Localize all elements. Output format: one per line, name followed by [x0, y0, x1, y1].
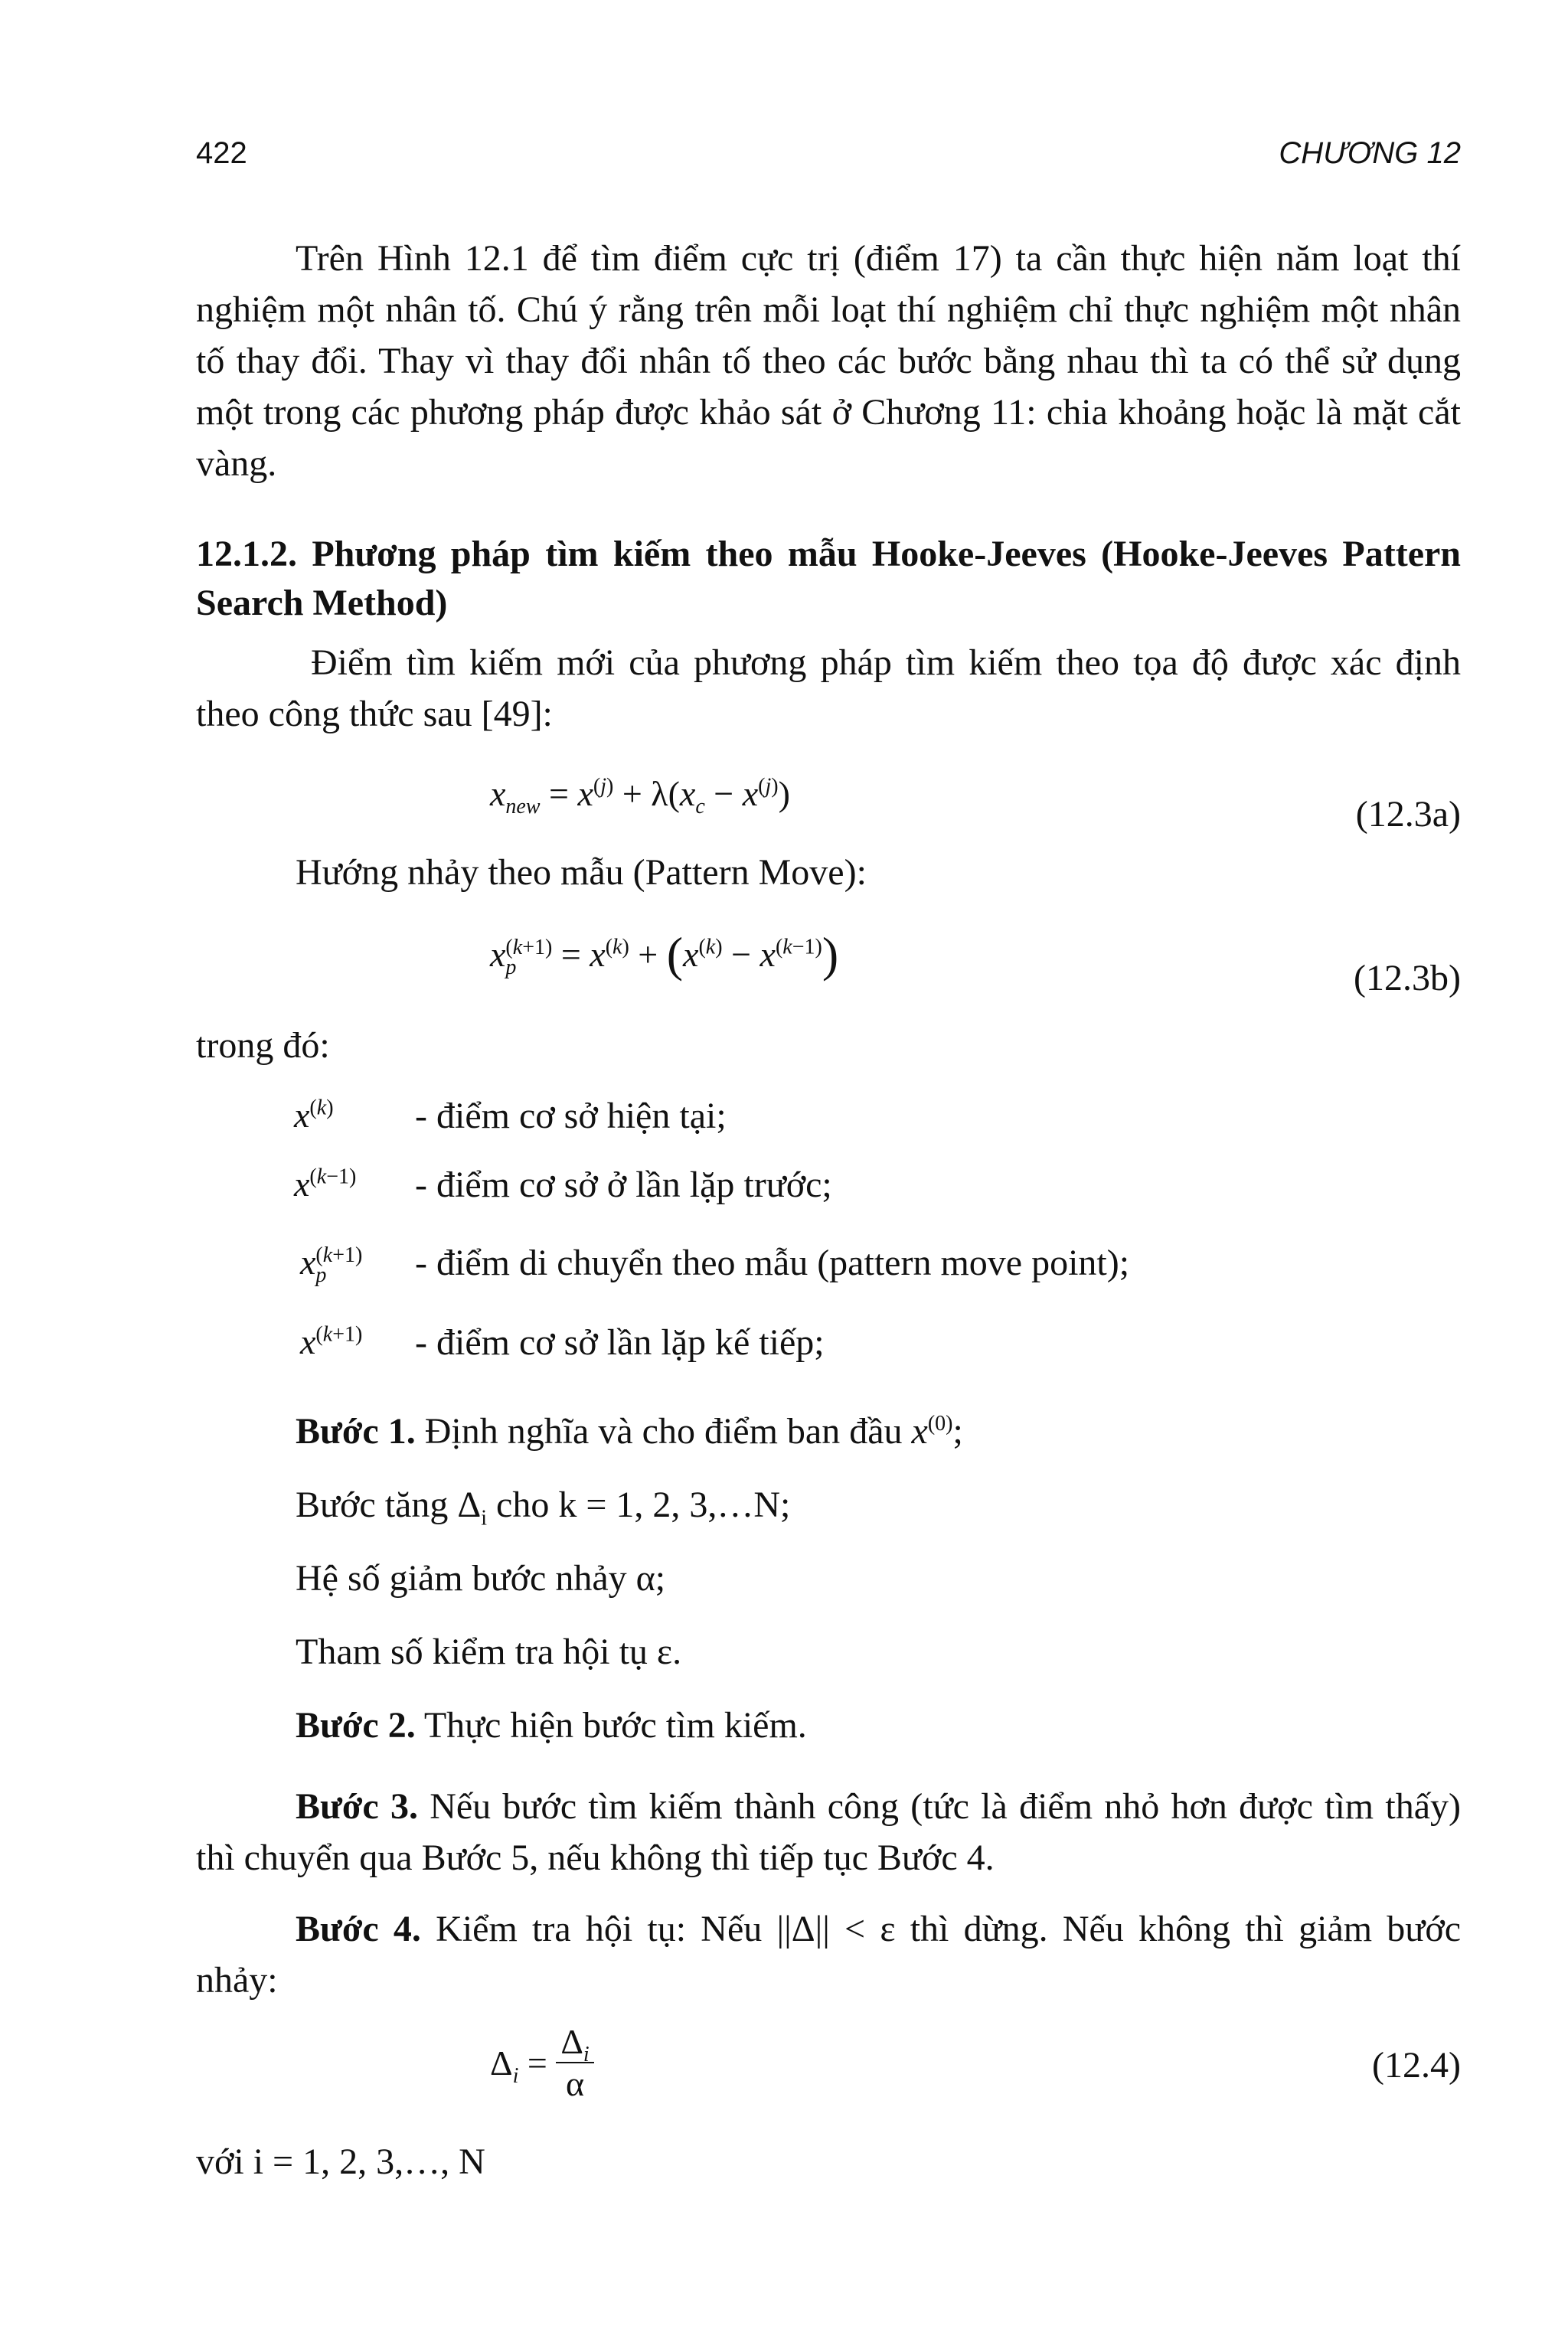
- symbol-x-k-minus-1: $x^{(k-1)}$: [294, 1165, 357, 1204]
- definition-item: - điểm cơ sở hiện tại;: [415, 1096, 727, 1136]
- page-number: 422: [196, 136, 247, 170]
- step-3: Bước 3. Nếu bước tìm kiếm thành công (tức là điểm nhỏ hơn được tìm thấy) thì chuyển qua Bước 5, nếu không thì tiếp tục Bước 4.: [196, 1786, 1462, 1878]
- equation-12-4: $\Delta_i$ = $\frac{\Delta_i}{\alpha}$: [490, 2021, 594, 2104]
- equation-label-12-4: (12.4): [1372, 2045, 1461, 2086]
- equation-label-12-3a: (12.3a): [1355, 794, 1461, 835]
- section-heading: 12.1.2. Phương pháp tìm kiếm theo mẫu Hooke-Jeeves (Hooke-Jeeves Pattern Search Method): [196, 534, 1461, 623]
- definition-item: - điểm cơ sở lần lặp kế tiếp;: [415, 1322, 825, 1363]
- equation-label-12-3b: (12.3b): [1354, 958, 1461, 998]
- step-2: Bước 2. Thực hiện bước tìm kiếm.: [296, 1705, 807, 1746]
- search-point-paragraph: Điểm tìm kiếm mới của phương pháp tìm kiếm theo tọa độ được xác định theo công thức sau [49]:: [196, 642, 1461, 734]
- index-range-line: với i = 1, 2, 3,…, N: [196, 2141, 485, 2182]
- intro-paragraph: Trên Hình 12.1 để tìm điểm cực trị (điểm 17) ta cần thực hiện năm loạt thí nghiệm một nhân tố. Chú ý rằng trên mỗi loạt thí nghiệm chỉ thực nghiệm một nhân tố thay đổi. Thay vì thay đổi nhân tố theo các bước bằng nhau thì ta có thể sử dụng một trong các phương pháp được khảo sát ở Chương 11: chia khoảng hoặc là mặt cắt vàng.: [196, 238, 1461, 484]
- definition-item: - điểm di chuyển theo mẫu (pattern move point);: [415, 1243, 1130, 1283]
- step-1-reduction-factor: Hệ số giảm bước nhảy α;: [296, 1558, 666, 1599]
- step-4: Bước 4. Kiểm tra hội tụ: Nếu ||Δ|| < ε thì dừng. Nếu không thì giảm bước nhảy:: [196, 1909, 1462, 2001]
- pattern-move-text: Hướng nhảy theo mẫu (Pattern Move):: [296, 852, 867, 893]
- symbol-x-k-plus-1: $x^{(k+1)}$: [300, 1322, 363, 1361]
- symbol-x-k: $x^{(k)}$: [294, 1096, 334, 1135]
- equation-12-3b: $x_p^{(k+1)} = x^{(k)} + (x^{(k)} - x^{(k-1)})$: [490, 927, 839, 982]
- chapter-title: CHƯƠNG 12: [1279, 136, 1461, 170]
- step-1-convergence: Tham số kiểm tra hội tụ ε.: [296, 1632, 682, 1672]
- symbol-x-p-k-plus-1: $x_p^{(k+1)}$: [300, 1243, 363, 1288]
- step-1-increment: Bước tăng $\Delta_i$ cho k = 1, 2, 3,…N;: [296, 1485, 791, 1530]
- where-label: trong đó:: [196, 1025, 330, 1066]
- step-1: Bước 1. Định nghĩa và cho điểm ban đầu $x^{(0)}$;: [296, 1411, 963, 1452]
- equation-12-3a: $x_{new} = x^{(j)} + \lambda(x_c - x^{(j)})$: [490, 774, 790, 819]
- definition-item: - điểm cơ sở ở lần lặp trước;: [415, 1165, 832, 1205]
